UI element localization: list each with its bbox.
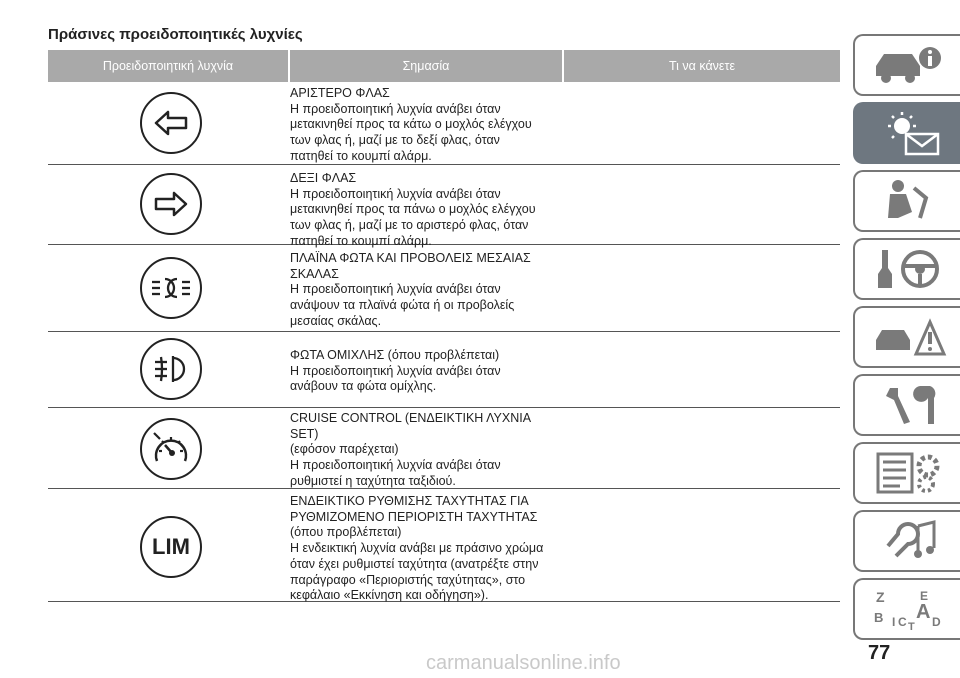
- tab-car-info[interactable]: [853, 34, 960, 96]
- row-heading: ΔΕΞΙ ΦΛΑΣ: [290, 171, 357, 185]
- table-row: [48, 332, 840, 408]
- row-description: [290, 348, 580, 395]
- tab-safety[interactable]: [853, 170, 960, 232]
- row-heading-cont: ΡΥΘΜΙΖΟΜΕΝΟ ΠΕΡΙΟΡΙΣΤΗ ΤΑΧΥΤΗΤΑΣ: [290, 509, 538, 524]
- tab-index[interactable]: [853, 578, 960, 640]
- cruise-control-icon: [140, 418, 202, 480]
- table-row: [48, 165, 840, 248]
- accident-warning-icon: [868, 314, 948, 360]
- seat-airbag-icon: [868, 178, 948, 224]
- description-line: (εφόσον παρέχεται): [290, 442, 399, 457]
- side-lights-icon: [140, 257, 202, 319]
- svg-text:B: B: [873, 610, 883, 625]
- row-heading: ΠΛΑΪΝΑ ΦΩΤΑ ΚΑΙ ΠΡΟΒΟΛΕΙΣ ΜΕΣΑΙΑΣ: [290, 251, 531, 265]
- description-line: μετακινηθεί προς τα πάνω ο μοχλός ελέγχου: [290, 202, 536, 217]
- svg-text:I: I: [891, 615, 895, 629]
- description-line: μετακινηθεί προς τα κάτω ο μοχλός ελέγχου: [290, 117, 532, 132]
- table-header: [48, 50, 840, 82]
- description-line: Η προειδοποιητική λυχνία ανάβει όταν: [290, 101, 501, 116]
- description-line: όταν έχει ρυθμιστεί ταχύτητα (ανατρέξτε στην: [290, 556, 539, 571]
- svg-text:E: E: [919, 589, 928, 603]
- tab-technical-data[interactable]: [853, 442, 960, 504]
- svg-text:Z: Z: [875, 589, 885, 605]
- row-heading: ΦΩΤΑ ΟΜΙΧΛΗΣ (όπου προβλέπεται): [290, 348, 500, 362]
- row-description: [290, 86, 580, 165]
- warning-light-envelope-icon: [868, 110, 948, 156]
- header-warning-light: Προειδοποιητική λυχνία: [48, 50, 288, 82]
- description-line: ρυθμιστεί η ταχύτητα ταξιδιού.: [290, 473, 456, 488]
- description-line: πατηθεί το κουμπί αλάρμ.: [290, 148, 432, 163]
- row-description: [290, 494, 580, 604]
- row-heading: ΑΡΙΣΤΕΡΟ ΦΛΑΣ: [290, 86, 390, 100]
- description-line: Η ενδεικτική λυχνία ανάβει με πράσινο χρώμα: [290, 541, 544, 556]
- tab-warning-lights[interactable]: [853, 102, 960, 164]
- header-meaning: Σημασία: [290, 50, 562, 82]
- limiter-icon-label: LIM: [152, 534, 190, 559]
- description-line: κεφάλαιο «Εκκίνηση και οδήγηση»).: [290, 588, 489, 603]
- description-line: Η προειδοποιητική λυχνία ανάβει όταν: [290, 363, 501, 378]
- wrench-tools-icon: [868, 382, 948, 428]
- tab-multimedia[interactable]: [853, 510, 960, 572]
- description-line: ανάβουν τα φώτα ομίχλης.: [290, 379, 437, 394]
- left-turn-arrow-icon: [140, 92, 202, 154]
- description-line: Η προειδοποιητική λυχνία ανάβει όταν: [290, 186, 501, 201]
- description-line: (όπου προβλέπεται): [290, 525, 402, 540]
- row-description: [290, 411, 580, 490]
- multimedia-music-icon: [868, 518, 948, 564]
- alphabetical-index-icon: [868, 586, 948, 632]
- specifications-gear-icon: [868, 450, 948, 496]
- svg-text:T: T: [907, 621, 915, 632]
- table-row: [48, 82, 840, 165]
- page-number: 77: [868, 642, 891, 664]
- steering-wheel-icon: [868, 246, 948, 292]
- tab-starting-driving[interactable]: [853, 238, 960, 300]
- row-heading-cont: ΣΚΑΛΑΣ: [290, 266, 339, 281]
- tab-emergency[interactable]: [853, 306, 960, 368]
- svg-text:A: A: [915, 601, 930, 623]
- description-line: των φλας ή, μαζί με το δεξί φλας, όταν: [290, 133, 500, 148]
- description-line: Η προειδοποιητική λυχνία ανάβει όταν: [290, 282, 501, 297]
- row-heading-cont: SET): [290, 426, 319, 441]
- description-line: μεσαίας σκάλας.: [290, 313, 382, 328]
- row-heading: CRUISE CONTROL (ΕΝΔΕΙΚΤΙΚΗ ΛΥΧΝΙΑ: [290, 411, 532, 425]
- description-line: των φλας ή, μαζί με το αριστερό φλας, όταν: [290, 218, 529, 233]
- description-line: ανάψουν τα πλαϊνά φώτα ή οι προβολείς: [290, 298, 515, 313]
- header-what-to-do: Τι να κάνετε: [564, 50, 840, 82]
- right-turn-arrow-icon: [140, 173, 202, 235]
- row-description: [290, 251, 580, 330]
- svg-text:D: D: [931, 615, 941, 629]
- car-info-icon: [868, 42, 948, 88]
- watermark: carmanualsonline.info: [426, 652, 621, 674]
- svg-text:C: C: [897, 615, 907, 629]
- description-line: παράγραφο «Περιοριστής ταχύτητας», στο: [290, 572, 526, 587]
- row-description: [290, 171, 580, 250]
- description-line: Η προειδοποιητική λυχνία ανάβει όταν: [290, 458, 501, 473]
- description-line: πατηθεί το κουμπί αλάρμ.: [290, 233, 432, 248]
- fog-light-icon: [140, 338, 202, 400]
- table-row: [48, 489, 840, 602]
- table-row: [48, 408, 840, 489]
- tab-maintenance[interactable]: [853, 374, 960, 436]
- row-heading: ΕΝΔΕΙΚΤΙΚΟ ΡΥΘΜΙΣΗΣ ΤΑΧΥΤΗΤΑΣ ΓΙΑ: [290, 494, 529, 508]
- speed-limiter-icon: [140, 516, 202, 578]
- table-row: [48, 245, 840, 332]
- page-title: Πράσινες προειδοποιητικές λυχνίες: [48, 26, 303, 43]
